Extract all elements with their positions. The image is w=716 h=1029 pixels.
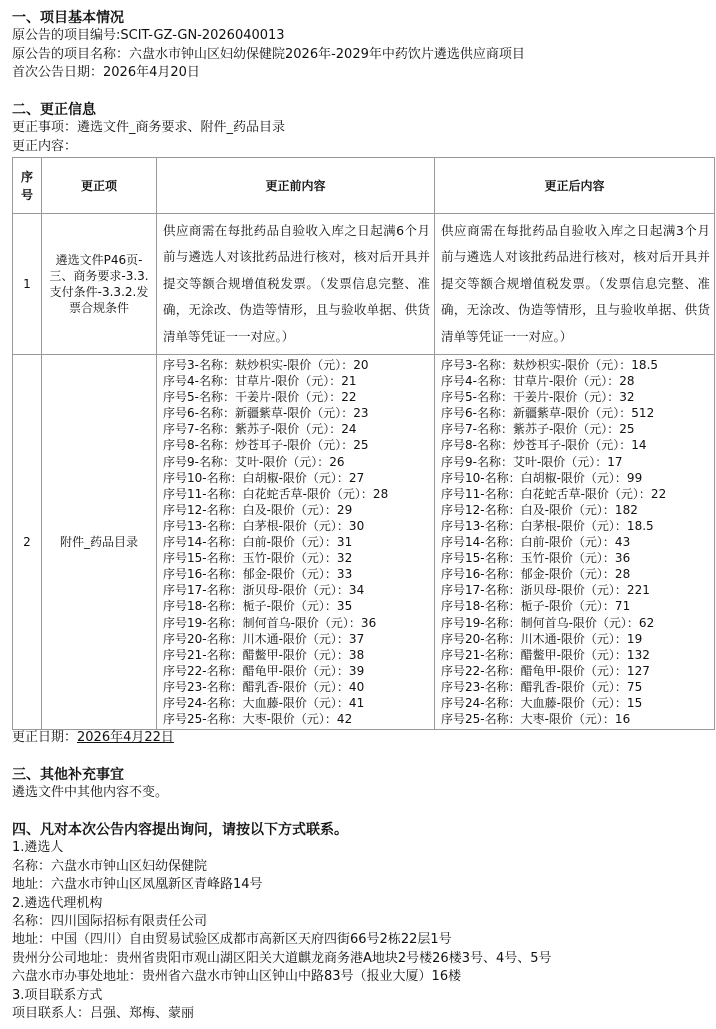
list-item: 序号22-名称：醋龟甲-限价（元）：39	[163, 663, 365, 678]
list-item: 序号12-名称：白及-限价（元）：182	[441, 502, 638, 517]
section-title: 三、其他补充事宜	[12, 767, 124, 783]
list-item: 序号9-名称：艾叶-限价（元）：17	[441, 454, 623, 469]
list-item: 序号23-名称：醋乳香-限价（元）：75	[441, 679, 643, 694]
list-item: 序号10-名称：白胡椒-限价（元）：99	[441, 470, 643, 485]
row-after-list	[435, 355, 715, 730]
list-item: 序号13-名称：白茅根-限价（元）：30	[163, 518, 365, 533]
supplement-text: 遴选文件中其他内容不变。	[12, 785, 169, 801]
project-number: 原公告的项目编号:SCIT-GZ-GN-2026040013	[12, 28, 285, 44]
list-item: 序号17-名称：浙贝母-限价（元）：34	[163, 583, 365, 598]
list-item: 序号17-名称：浙贝母-限价（元）：221	[441, 583, 650, 598]
correction-date	[12, 729, 716, 747]
correction-date-value: 2026年4月22日	[77, 730, 174, 745]
list-item: 序号4-名称：甘草片-限价（元）：28	[441, 374, 635, 389]
list-item: 序号7-名称：紫苏子-限价（元）：24	[163, 422, 357, 437]
list-item: 贵州分公司地址：贵州省贵阳市观山湖区阳关大道麒龙商务港A地块2号楼26楼3号、4号、5号	[12, 950, 552, 966]
list-item: 序号16-名称：郁金-限价（元）：28	[441, 567, 631, 582]
row-no: 2	[13, 355, 42, 730]
list-item: 序号6-名称：新疆紫草-限价（元）：23	[163, 406, 369, 421]
list-item: 序号25-名称：大枣-限价（元）：16	[441, 712, 631, 727]
list-item: 序号7-名称：紫苏子-限价（元）：25	[441, 422, 635, 437]
section-title: 二、更正信息	[12, 102, 96, 118]
list-item: 序号13-名称：白茅根-限价（元）：18.5	[441, 518, 654, 533]
correction-items: 更正事项：遴选文件_商务要求、附件_药品目录	[12, 120, 286, 136]
list-item: 序号6-名称：新疆紫草-限价（元）：512	[441, 406, 655, 421]
list-item: 序号21-名称：醋鳖甲-限价（元）：38	[163, 647, 365, 662]
section-contact	[12, 821, 716, 1023]
row-after: 供应商需在每批药品自验收入库之日起满3个月前与遴选人对该批药品进行核对，核对后开具并提交等额合规增值税发票。（发票信息完整、准确，无涂改、伪造等情形，且与验收单据、供货清单等凭证一一对应。）	[435, 214, 715, 355]
section-correction-info	[12, 101, 716, 156]
project-name: 原公告的项目名称：六盘水市钟山区妇幼保健院2026年-2029年中药饮片遴选供应商项目	[12, 46, 525, 62]
correction-date-label: 更正日期：	[12, 730, 78, 745]
list-item: 序号25-名称：大枣-限价（元）：42	[163, 712, 353, 727]
list-item: 序号3-名称：麸炒枳实-限价（元）：20	[163, 358, 369, 372]
list-item: 地址：六盘水市钟山区凤凰新区青峰路14号	[12, 877, 263, 893]
list-item: 序号3-名称：麸炒枳实-限价（元）：18.5	[441, 358, 659, 372]
header-no: 序号	[13, 158, 42, 214]
header-before: 更正前内容	[157, 158, 435, 214]
list-item: 项目联系人：吕强、郑梅、蒙丽	[12, 1005, 195, 1021]
list-item: 序号14-名称：白前-限价（元）：31	[163, 535, 353, 550]
list-item: 名称：四川国际招标有限责任公司	[12, 913, 208, 929]
list-item: 序号10-名称：白胡椒-限价（元）：27	[163, 470, 365, 485]
list-item: 序号19-名称：制何首乌-限价（元）：62	[441, 615, 655, 630]
list-item: 序号18-名称：栀子-限价（元）：71	[441, 599, 631, 614]
list-item: 序号8-名称：炒苍耳子-限价（元）：14	[441, 438, 647, 453]
list-item: 序号5-名称：干姜片-限价（元）：32	[441, 390, 635, 405]
table-header-row	[13, 158, 715, 214]
list-item: 序号24-名称：大血藤-限价（元）：41	[163, 695, 365, 710]
list-item: 序号20-名称：川木通-限价（元）：37	[163, 631, 365, 646]
section-title: 四、凡对本次公告内容提出询问，请按以下方式联系。	[12, 822, 348, 838]
table-row	[13, 355, 715, 730]
list-item: 序号5-名称：干姜片-限价（元）：22	[163, 390, 357, 405]
list-item: 序号11-名称：白花蛇舌草-限价（元）：22	[441, 486, 667, 501]
list-item: 序号23-名称：醋乳香-限价（元）：40	[163, 679, 365, 694]
first-announcement-date: 首次公告日期：2026年4月20日	[12, 65, 200, 81]
section-basic-info	[12, 9, 716, 83]
section-supplement	[12, 766, 716, 803]
table-row	[13, 214, 715, 355]
list-item: 序号15-名称：玉竹-限价（元）：36	[441, 551, 631, 566]
correction-content-label: 更正内容：	[12, 138, 78, 154]
header-after: 更正后内容	[435, 158, 715, 214]
section-title: 一、项目基本情况	[12, 10, 124, 26]
list-item: 地址：中国（四川）自由贸易试验区成都市高新区天府四街66号2栋22层1号	[12, 932, 452, 948]
list-item: 序号24-名称：大血藤-限价（元）：15	[441, 695, 643, 710]
list-item: 序号9-名称：艾叶-限价（元）：26	[163, 454, 345, 469]
list-item: 序号8-名称：炒苍耳子-限价（元）：25	[163, 438, 369, 453]
list-item: 3.项目联系方式	[12, 987, 103, 1003]
row-no: 1	[13, 214, 42, 355]
header-item: 更正项	[42, 158, 157, 214]
list-item: 序号21-名称：醋鳖甲-限价（元）：132	[441, 647, 650, 662]
row-before: 供应商需在每批药品自验收入库之日起满6个月前与遴选人对该批药品进行核对，核对后开具并提交等额合规增值税发票。（发票信息完整、准确，无涂改、伪造等情形，且与验收单据、供货清单等凭证一一对应。）	[157, 214, 435, 355]
list-item: 六盘水市办事处地址：贵州省六盘水市钟山区钟山中路83号（报业大厦）16楼	[12, 969, 462, 985]
list-item: 序号15-名称：玉竹-限价（元）：32	[163, 551, 353, 566]
list-item: 序号4-名称：甘草片-限价（元）：21	[163, 374, 357, 389]
list-item: 序号12-名称：白及-限价（元）：29	[163, 502, 353, 517]
list-item: 名称：六盘水市钟山区妇幼保健院	[12, 858, 208, 874]
list-item: 序号14-名称：白前-限价（元）：43	[441, 535, 631, 550]
list-item: 1.遴选人	[12, 840, 64, 856]
list-item: 2.遴选代理机构	[12, 895, 103, 911]
list-item: 序号22-名称：醋龟甲-限价（元）：127	[441, 663, 650, 678]
list-item: 序号20-名称：川木通-限价（元）：19	[441, 631, 643, 646]
row-before-list	[157, 355, 435, 730]
correction-table	[12, 157, 715, 730]
row-item: 遴选文件P46页-三、商务要求-3.3.支付条件-3.3.2.发票合规条件	[42, 214, 157, 355]
list-item: 序号18-名称：栀子-限价（元）：35	[163, 599, 353, 614]
list-item: 序号11-名称：白花蛇舌草-限价（元）：28	[163, 486, 389, 501]
row-item: 附件_药品目录	[42, 355, 157, 730]
list-item: 序号19-名称：制何首乌-限价（元）：36	[163, 615, 377, 630]
list-item: 序号16-名称：郁金-限价（元）：33	[163, 567, 353, 582]
